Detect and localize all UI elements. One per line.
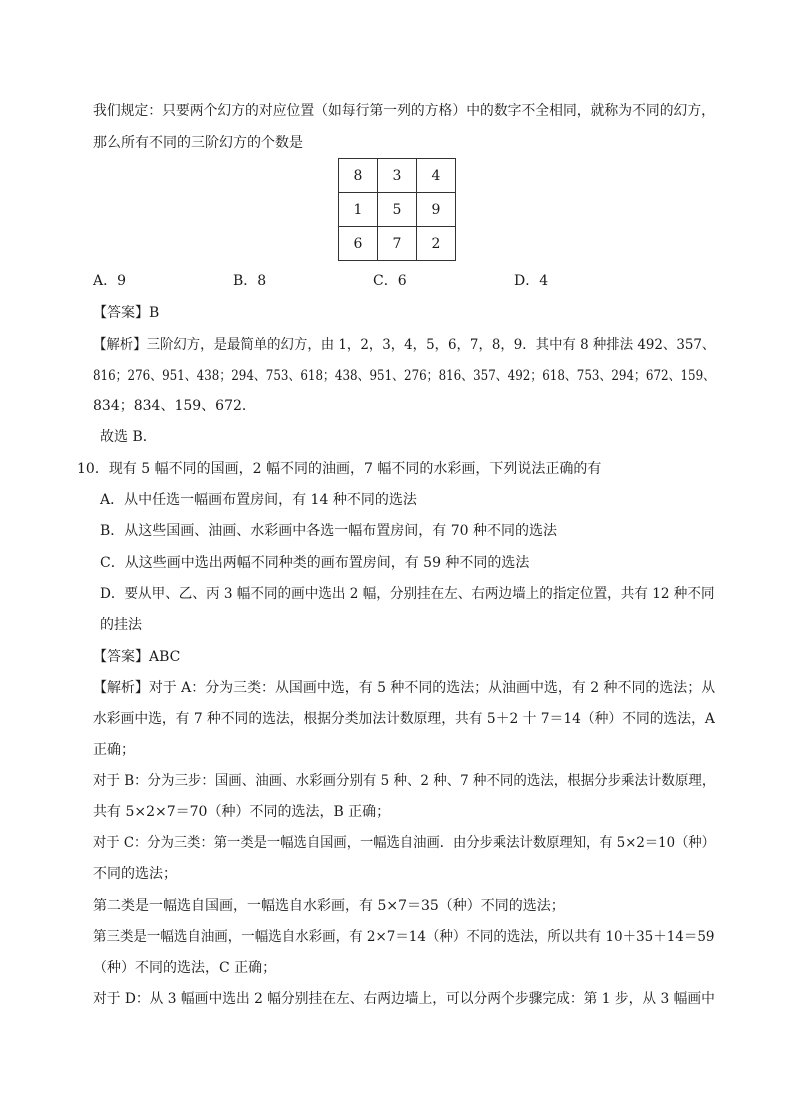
p10-analysis-line6: 对于 C：分为三类：第一类是一幅选自国画，一幅选自油画．由分步乘法计数原理知，有 5×2＝10（种） — [93, 835, 715, 851]
magic-square-cell: 2 — [417, 227, 456, 261]
magic-square-cell: 5 — [378, 193, 417, 227]
p10-analysis-line2: 水彩画中选，有 7 种不同的选法，根据分类加法计数原理，共有 5＋2 十 7＝14（种）不同的选法，A — [93, 711, 715, 727]
p10-analysis-line10: （种）不同的选法，C 正确； — [93, 960, 277, 976]
magic-square-cell: 9 — [417, 193, 456, 227]
magic-square-row — [339, 159, 456, 193]
p10-analysis-line4: 对于 B：分为三步：国画、油画、水彩画分别有 5 种、2 种、7 种不同的选法，根据分步乘法计数原理， — [93, 773, 716, 789]
p10-option-c: C．从这些画中选出两幅不同种类的画布置房间，有 59 种不同的选法 — [100, 555, 530, 571]
magic-square-row — [339, 227, 456, 261]
p10-analysis-line7: 不同的选法； — [93, 866, 177, 882]
p9-option-b: B．8 — [233, 273, 267, 289]
p10-number: 10． — [77, 461, 109, 477]
magic-square-row — [339, 193, 456, 227]
magic-square-table — [338, 158, 456, 261]
p9-analysis-line1: 【解析】三阶幻方，是最简单的幻方，由 1，2，3，4，5，6，7，8，9．其中有 8 种排法 492、357、 — [93, 337, 716, 353]
p10-analysis-line9: 第三类是一幅选自油画，一幅选自水彩画，有 2×7＝14（种）不同的选法，所以共有 10＋35＋14＝59 — [93, 929, 715, 945]
p10-stem — [77, 460, 601, 478]
magic-square-cell: 4 — [417, 159, 456, 193]
p10-analysis-line8: 第二类是一幅选自国画，一幅选自水彩画，有 5×7＝35（种）不同的选法； — [93, 898, 565, 914]
p10-analysis-line11: 对于 D：从 3 幅画中选出 2 幅分别挂在左、右两边墙上，可以分两个步骤完成：第 1 步，从 3 幅画中 — [93, 991, 715, 1007]
p9-conclusion: 故选 B． — [100, 429, 157, 445]
p10-option-b: B．从这些国画、油画、水彩画中各选一幅布置房间，有 70 种不同的选法 — [100, 523, 558, 539]
p10-answer: 【答案】ABC — [93, 649, 181, 665]
p9-answer: 【答案】B — [93, 305, 160, 321]
magic-square-cell: 7 — [378, 227, 417, 261]
p10-option-a: A．从中任选一幅画布置房间，有 14 种不同的选法 — [100, 492, 417, 508]
magic-square-cell: 6 — [339, 227, 378, 261]
p10-stem-text: 现有 5 幅不同的国画，2 幅不同的油画，7 幅不同的水彩画，下列说法正确的有 — [108, 461, 602, 477]
magic-square-cell: 3 — [378, 159, 417, 193]
magic-square-cell: 1 — [339, 193, 378, 227]
p9-analysis-line3: 834；834、159、672． — [93, 398, 256, 414]
p9-option-d: D．4 — [514, 273, 549, 289]
p9-analysis-line2: 816；276、951、438；294、753、618；438、951、276；816、357、492；618、753、294；672、159、 — [93, 368, 716, 384]
p10-option-d-line2: 的挂法 — [100, 617, 142, 633]
p10-analysis-line1: 【解析】对于 A：分为三类：从国画中选，有 5 种不同的选法；从油画中选，有 2 种不同的选法；从 — [93, 680, 716, 696]
p9-stem-line2: 那么所有不同的三阶幻方的个数是 — [93, 135, 303, 151]
magic-square-cell: 8 — [339, 159, 378, 193]
p9-option-a: A．9 — [93, 273, 127, 289]
p9-option-c: C．6 — [373, 273, 407, 289]
p10-analysis-line3: 正确； — [93, 742, 135, 758]
p9-stem-line1: 我们规定：只要两个幻方的对应位置（如每行第一列的方格）中的数字不全相同，就称为不同的幻方， — [93, 103, 715, 119]
p10-analysis-line5: 共有 5×2×7＝70（种）不同的选法，B 正确； — [93, 804, 391, 820]
p10-option-d-line1: D．要从甲、乙、丙 3 幅不同的画中选出 2 幅，分别挂在左、右两边墙上的指定位置，共有 12 种不同 — [100, 586, 715, 602]
